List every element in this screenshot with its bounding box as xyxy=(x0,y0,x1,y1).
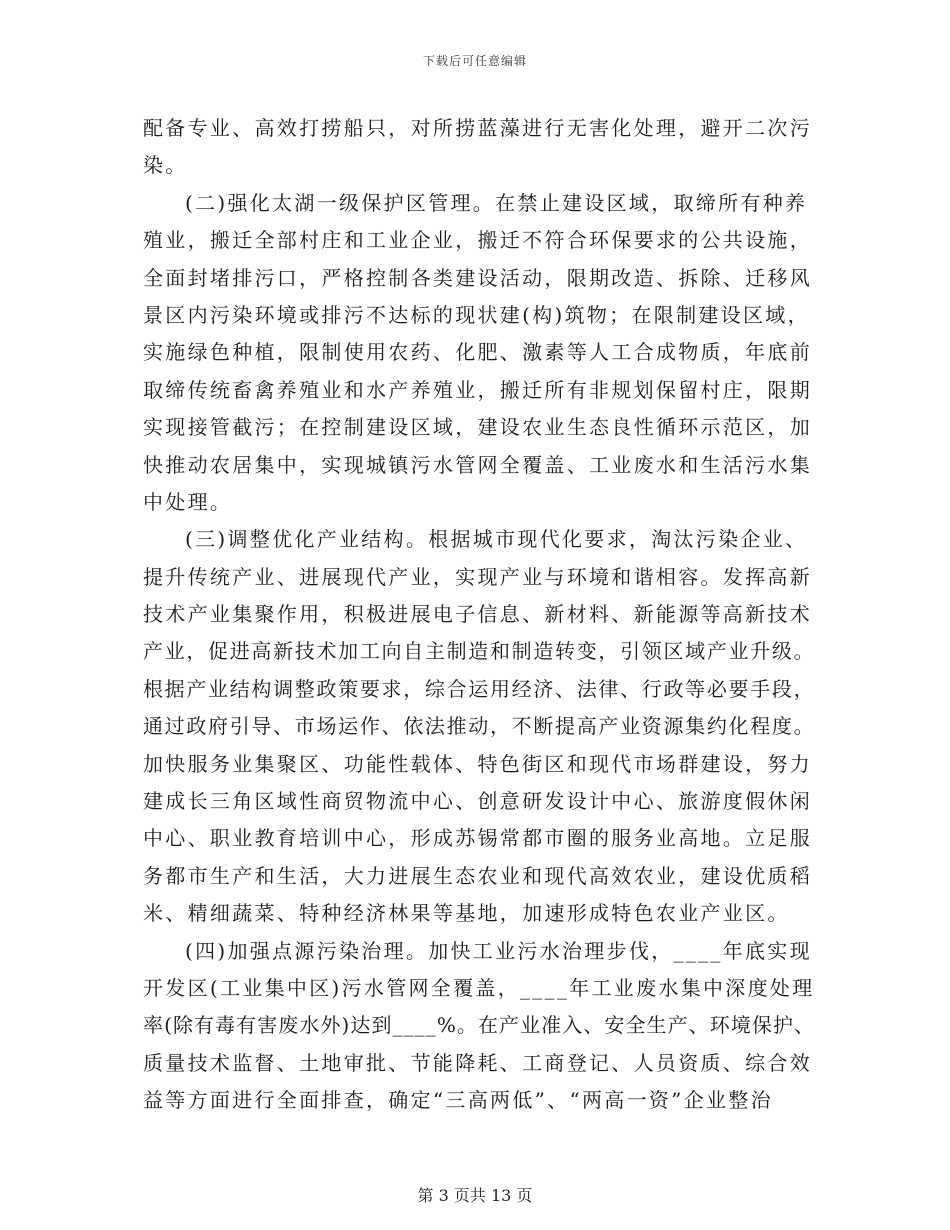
text-line: (三)调整优化产业结构。根据城市现代化要求，淘汰污染企业、 xyxy=(185,527,808,552)
text-line: 中心、职业教育培训中心，形成苏锡常都市圈的服务业高地。立足服 xyxy=(143,826,812,851)
text-line: 取缔传统畜禽养殖业和水产养殖业，搬迁所有非规划保留村庄，限期 xyxy=(143,377,812,402)
text-line: 益等方面进行全面排查，确定“三高两低”、“两高一资”企业整治 xyxy=(143,1088,773,1113)
text-line: 实现接管截污；在控制建设区域，建设农业生态良性循环示范区，加 xyxy=(143,415,812,440)
download-note: 下载后可任意编辑 xyxy=(422,54,527,68)
text-line: 开发区(工业集中区)污水管网全覆盖，____年工业废水集中深度处理 xyxy=(143,975,815,1000)
text-line: 景区内污染环境或排污不达标的现状建(构)筑物；在限制建设区域， xyxy=(143,302,810,327)
text-line: 米、精细蔬菜、特种经济林果等基地，加速形成特色农业产业区。 xyxy=(143,901,790,926)
document-body xyxy=(143,110,815,1120)
text-line: 通过政府引导、市场运作、依法推动，不断提高产业资源集约化程度。 xyxy=(143,714,816,739)
text-line: 率(除有毒有害废水外)达到____%。在产业准入、安全生产、环境保护、 xyxy=(143,1013,816,1038)
text-line: 务都市生产和生活，大力进展生态农业和现代高效农业，建设优质稻 xyxy=(143,863,812,888)
text-line: (二)强化太湖一级保护区管理。在禁止建设区域，取缔所有种养 xyxy=(185,190,808,215)
text-line: 染。 xyxy=(143,153,188,178)
text-line: 全面封堵排污口，严格控制各类建设活动，限期改造、拆除、迁移风 xyxy=(143,265,812,290)
text-line: 实施绿色种植，限制使用农药、化肥、激素等人工合成物质，年底前 xyxy=(143,340,812,365)
text-line: 加快服务业集聚区、功能性载体、特色街区和现代市场群建设，努力 xyxy=(143,751,812,776)
text-line: 配备专业、高效打捞船只，对所捞蓝藻进行无害化处理，避开二次污 xyxy=(143,116,812,140)
text-line: 中处理。 xyxy=(143,489,233,514)
text-line: 快推动农居集中，实现城镇污水管网全覆盖、工业废水和生活污水集 xyxy=(143,452,812,477)
text-line: 产业，促进高新技术加工向自主制造和制造转变，引领区域产业升级。 xyxy=(143,639,816,664)
text-line: 质量技术监督、土地审批、节能降耗、工商登记、人员资质、综合效 xyxy=(143,1050,812,1075)
text-line: 殖业，搬迁全部村庄和工业企业，搬迁不符合环保要求的公共设施， xyxy=(143,228,812,253)
text-line: 提升传统产业、进展现代产业，实现产业与环境和谐相容。发挥高新 xyxy=(143,564,812,589)
text-line: 建成长三角区域性商贸物流中心、创意研发设计中心、旅游度假休闲 xyxy=(143,789,812,814)
text-line: 根据产业结构调整政策要求，综合运用经济、法律、行政等必要手段， xyxy=(143,676,816,701)
page-number: 第 3 页共 13 页 xyxy=(417,1186,533,1205)
text-line: (四)加强点源污染治理。加快工业污水治理步伐，____年底实现 xyxy=(185,938,812,963)
text-line: 技术产业集聚作用，积极进展电子信息、新材料、新能源等高新技术 xyxy=(143,602,812,627)
